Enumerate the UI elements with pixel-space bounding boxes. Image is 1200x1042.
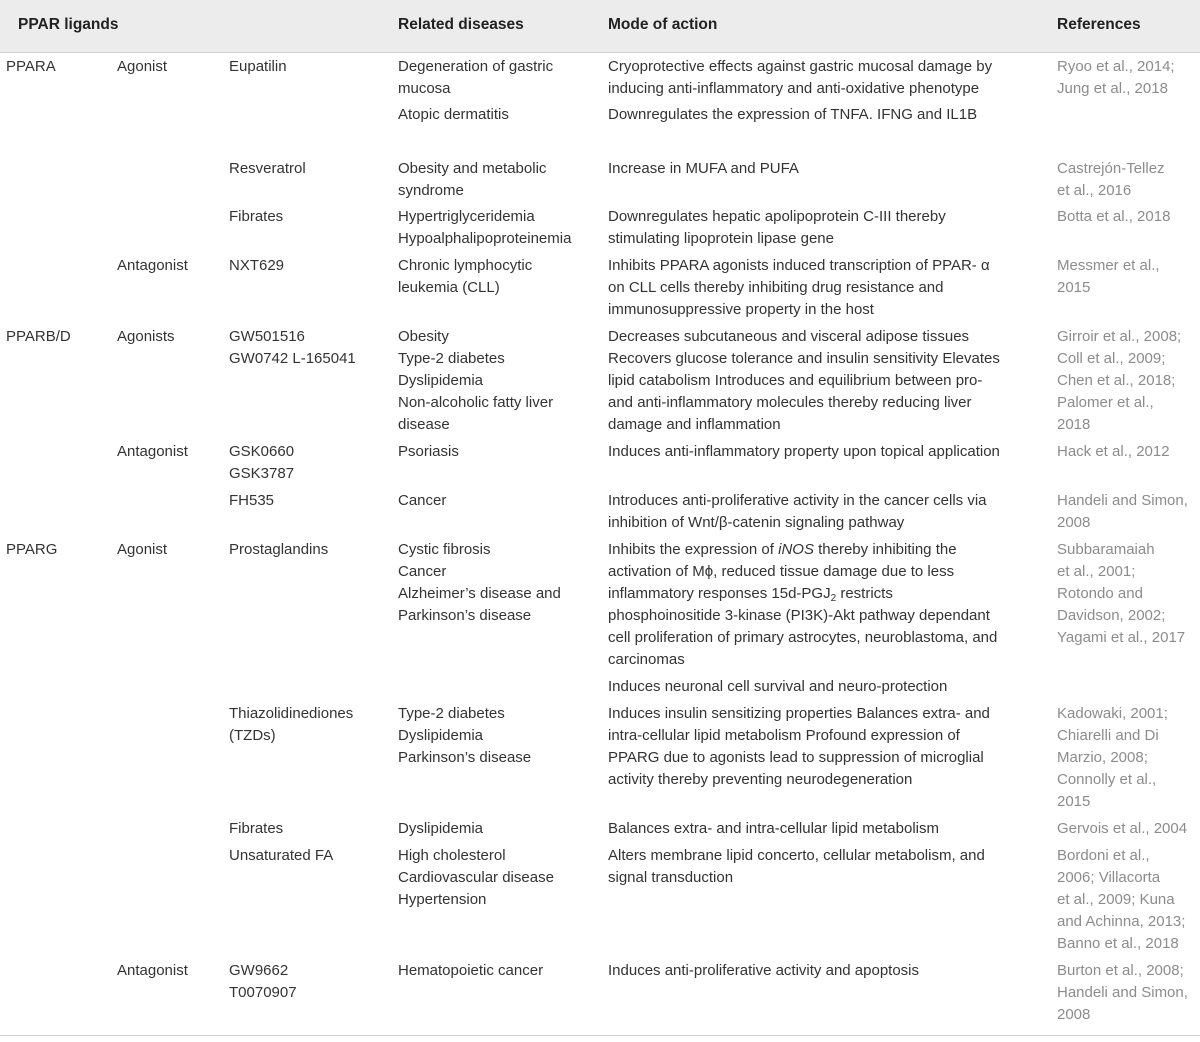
ligand-type-text-line: Antagonist [117,257,188,274]
ligand-text-line: GW0742 L-165041 [229,350,356,367]
header-divider [0,52,1200,53]
mode-text-line: activity thereby preventing neurodegeneration [608,771,913,788]
mode-text-line: Recovers glucose tolerance and insulin sensitivity Elevates [608,350,1000,367]
mode-text-line: Cryoprotective effects against gastric mucosal damage by [608,58,993,75]
disease-text-line: Parkinson’s disease [398,607,532,624]
ref-text-line: Castrejón-Tellez [1057,160,1165,177]
ref-text-line: and Achinna, 2013; [1057,913,1186,930]
cell-gsk0660-mode [608,441,1000,463]
cell-resveratrol-refs [1057,158,1165,202]
cell-ppara-receptor [6,56,56,78]
ref-text-line: Gervois et al., 2004 [1057,820,1188,837]
ref-text-line: 2008 [1057,1006,1091,1023]
cell-eupatilin-mode-2 [608,104,977,126]
mode-text-line: Inhibits the expression of iNOS thereby inhibiting the [608,541,957,558]
cell-pparbd-receptor [6,326,71,348]
cell-fibrates-g-disease [398,818,483,840]
ligand-type-text-line: Agonist [117,58,168,75]
ref-text-line: Botta et al., 2018 [1057,208,1171,225]
disease-text-line: Cardiovascular disease [398,869,554,886]
cell-ufa-refs [1057,845,1185,955]
ligand-type-text-line: Antagonist [117,962,188,979]
cell-nxt629-disease [398,255,532,299]
cell-eupatilin-disease-2 [398,104,509,126]
ligand-text-line: GSK0660 [229,443,295,460]
ref-text-line: Marzio, 2008; [1057,749,1148,766]
cell-fh535-refs [1057,490,1188,534]
cell-ppara-antagonist-type [117,255,188,277]
mode-text-line: immunosuppressive property in the host [608,301,874,318]
ligand-text-line: Prostaglandins [229,541,329,558]
cell-gw9662-disease [398,960,543,982]
cell-fibrates-g-refs [1057,818,1187,840]
ligand-text-line: GSK3787 [229,465,295,482]
ligand-text-line: (TZDs) [229,727,276,744]
cell-nxt629-mode [608,255,990,321]
cell-nxt629-ligand [229,255,284,277]
cell-fh535-ligand [229,490,274,512]
disease-text-line: Chronic lymphocytic [398,257,533,274]
ref-text-line: Yagami et al., 2017 [1057,629,1186,646]
cell-gw501516-refs [1057,326,1181,436]
cell-prostaglandins-disease [398,539,561,627]
ligand-text-line: T0070907 [229,984,297,1001]
ref-text-line: 2015 [1057,793,1091,810]
ref-text-line: Coll et al., 2009; [1057,350,1166,367]
disease-text-line: Hypertriglyceridemia [398,208,535,225]
cell-gsk0660-refs [1057,441,1170,463]
cell-eupatilin-ligand [229,56,287,78]
ref-text-line: 2018 [1057,416,1091,433]
receptor-text-line: PPARG [6,541,58,558]
ref-text-line: 2008 [1057,514,1091,531]
mode-text-line: inducing anti-inflammatory and anti-oxidative phenotype [608,80,980,97]
cell-resveratrol-disease [398,158,546,202]
mode-text-line: inhibition of Wnt/β-catenin signaling pathway [608,514,905,531]
ref-text-line: 2015 [1057,279,1091,296]
mode-text-line: activation of Mϕ, reduced tissue damage due to less [608,563,955,580]
mode-text-line: inflammatory responses $15d-PGJ_2$ restricts [608,585,893,604]
disease-text-line: Parkinson’s disease [398,749,532,766]
cell-gsk0660-disease [398,441,459,463]
cell-prostaglandins-refs [1057,539,1185,649]
disease-text-line: mucosa [398,80,451,97]
ligand-type-text-line: Agonist [117,541,168,558]
cell-nxt629-refs [1057,255,1160,299]
disease-text-line: Dyslipidemia [398,727,484,744]
ligand-text-line: FH535 [229,492,275,509]
ligand-text-line: GW9662 [229,962,289,979]
mode-text-line: cell proliferation of primary astrocytes, neuroblastoma, and [608,629,998,646]
disease-text-line: High cholesterol [398,847,506,864]
ref-text-line: Davidson, 2002; [1057,607,1166,624]
cell-resveratrol-mode [608,158,799,180]
table-bottom-rule [0,1035,1200,1036]
mode-text-line: damage and inflammation [608,416,781,433]
mode-text-line: on CLL cells thereby inhibiting drug resistance and [608,279,944,296]
mode-text-line: Induces anti-inflammatory property upon topical application [608,443,1000,460]
ref-text-line: Banno et al., 2018 [1057,935,1179,952]
ligand-text-line: Thiazolidinediones [229,705,354,722]
disease-text-line: Type-2 diabetes [398,705,505,722]
ligand-type-text-line: Antagonist [117,443,188,460]
cell-prostaglandins-ligand [229,539,328,561]
cell-fh535-disease [398,490,446,512]
disease-text-line: Alzheimer’s disease and [398,585,561,602]
ref-text-line: Connolly et al., [1057,771,1157,788]
header-related-diseases: Related diseases [398,16,524,33]
ref-text-line: et al., 2001; [1057,563,1136,580]
ref-text-line: et al., 2016 [1057,182,1132,199]
mode-text-line: stimulating lipoprotein lipase gene [608,230,834,247]
cell-tzd-refs [1057,703,1168,813]
ligand-text-line: Fibrates [229,820,284,837]
header-mode-of-action: Mode of action [608,16,718,33]
ref-text-line: 2006; Villacorta [1057,869,1161,886]
mode-text-line: signal transduction [608,869,734,886]
mode-text-line: PPARG due to agonists lead to suppression of microglial [608,749,984,766]
ref-text-line: Ryoo et al., 2014; [1057,58,1175,75]
mode-text-line: lipid catabolism Introduces and equilibrium between pro- [608,372,983,389]
disease-text-line: Dyslipidemia [398,372,484,389]
cell-prostaglandins-mode [608,539,997,671]
cell-tzd-mode [608,703,990,791]
mode-text-line: intra-cellular lipid metabolism Profound expression of [608,727,960,744]
disease-text-line: Hypoalphalipoproteinemia [398,230,572,247]
cell-fibrates-a-disease [398,206,571,250]
cell-fibrates-a-mode [608,206,946,250]
mode-text-line: Introduces anti-proliferative activity in the cancer cells via [608,492,987,509]
cell-fibrates-g-mode [608,818,939,840]
cell-gw9662-refs [1057,960,1188,1026]
cell-fibrates-a-refs [1057,206,1170,228]
disease-text-line: Non-alcoholic fatty liver [398,394,554,411]
cell-ufa-mode [608,845,985,889]
ref-text-line: Rotondo and [1057,585,1143,602]
disease-text-line: Dyslipidemia [398,820,484,837]
cell-eupatilin-disease-1 [398,56,553,100]
ligand-text-line: NXT629 [229,257,285,274]
receptor-text-line: PPARB/D [6,328,71,345]
ref-text-line: Kadowaki, 2001; [1057,705,1168,722]
disease-text-line: Atopic dermatitis [398,106,509,123]
ref-text-line: Subbaramaiah [1057,541,1155,558]
cell-tzd-disease [398,703,531,769]
cell-fibrates-g-ligand [229,818,283,840]
mode-text-line: Induces insulin sensitizing properties Balances extra- and [608,705,990,722]
cell-eupatilin-refs [1057,56,1175,100]
cell-tzd-ligand [229,703,353,747]
cell-pparg-receptor [6,539,57,561]
ref-text-line: Jung et al., 2018 [1057,80,1168,97]
disease-text-line: Hypertension [398,891,487,908]
disease-text-line: Cancer [398,563,447,580]
ligand-text-line: Unsaturated FA [229,847,334,864]
disease-text-line: Type-2 diabetes [398,350,505,367]
cell-ufa-disease [398,845,554,911]
ligand-text-line: Fibrates [229,208,284,225]
cell-ufa-ligand [229,845,333,867]
cell-resveratrol-ligand [229,158,306,180]
disease-text-line: syndrome [398,182,464,199]
header-ppar-ligands: PPAR ligands [18,16,119,33]
cell-fh535-mode [608,490,987,534]
mode-text-line: phosphoinositide 3-kinase (PI3K)-Akt pathway dependant [608,607,990,624]
cell-ppara-agonist-type [117,56,167,78]
disease-text-line: Cystic fibrosis [398,541,491,558]
cell-pparbd-agonist-type [117,326,175,348]
mode-text-line: carcinomas [608,651,685,668]
cell-gw501516-ligand [229,326,356,370]
ref-text-line: Palomer et al., [1057,394,1154,411]
receptor-text-line: PPARA [6,58,56,75]
mode-text-line: and anti-inflammatory molecules thereby reducing liver [608,394,972,411]
cell-eupatilin-mode-1 [608,56,992,100]
ref-text-line: Chiarelli and Di [1057,727,1159,744]
mode-text-line: Induces neuronal cell survival and neuro-protection [608,678,948,695]
cell-pparbd-antagonist-type [117,441,188,463]
disease-text-line: Degeneration of gastric [398,58,554,75]
ref-text-line: Chen et al., 2018; [1057,372,1176,389]
disease-text-line: Hematopoietic cancer [398,962,544,979]
disease-text-line: Obesity [398,328,449,345]
cell-gw9662-ligand [229,960,297,1004]
disease-text-line: Psoriasis [398,443,459,460]
mode-text-line: Downregulates hepatic apolipoprotein C-III thereby [608,208,946,225]
mode-text-line: Downregulates the expression of TNFA. IFNG and IL1B [608,106,978,123]
ligand-text-line: Resveratrol [229,160,306,177]
ref-text-line: Handeli and Simon, [1057,984,1188,1001]
ref-text-line: Burton et al., 2008; [1057,962,1184,979]
ref-text-line: Handeli and Simon, [1057,492,1188,509]
cell-gw501516-mode [608,326,1000,436]
cell-pparg-antagonist-type [117,960,188,982]
mode-text-line: Induces anti-proliferative activity and apoptosis [608,962,920,979]
disease-text-line: Obesity and metabolic [398,160,547,177]
disease-text-line: leukemia (CLL) [398,279,500,296]
disease-text-line: disease [398,416,450,433]
cell-gw9662-mode [608,960,919,982]
mode-text-line: Alters membrane lipid concerto, cellular metabolism, and [608,847,985,864]
mode-text-line: Increase in MUFA and PUFA [608,160,799,177]
cell-pparg-agonist-type [117,539,167,561]
mode-text-line: Decreases subcutaneous and visceral adipose tissues [608,328,970,345]
mode-text-line: Inhibits PPARA agonists induced transcription of PPAR- α [608,257,990,274]
cell-gsk0660-ligand [229,441,294,485]
ref-text-line: Bordoni et al., [1057,847,1150,864]
ref-text-line: et al., 2009; Kuna [1057,891,1175,908]
ref-text-line: Hack et al., 2012 [1057,443,1170,460]
cell-prostaglandins-mode-2 [608,676,947,698]
ref-text-line: Messmer et al., [1057,257,1160,274]
disease-text-line: Cancer [398,492,447,509]
ligand-text-line: GW501516 [229,328,305,345]
ligand-text-line: Eupatilin [229,58,287,75]
cell-fibrates-a-ligand [229,206,283,228]
ligand-type-text-line: Agonists [117,328,175,345]
header-references: References [1057,16,1141,33]
header-row [0,0,1200,52]
mode-text-line: Balances extra- and intra-cellular lipid metabolism [608,820,939,837]
ref-text-line: Girroir et al., 2008; [1057,328,1182,345]
cell-gw501516-disease [398,326,553,436]
